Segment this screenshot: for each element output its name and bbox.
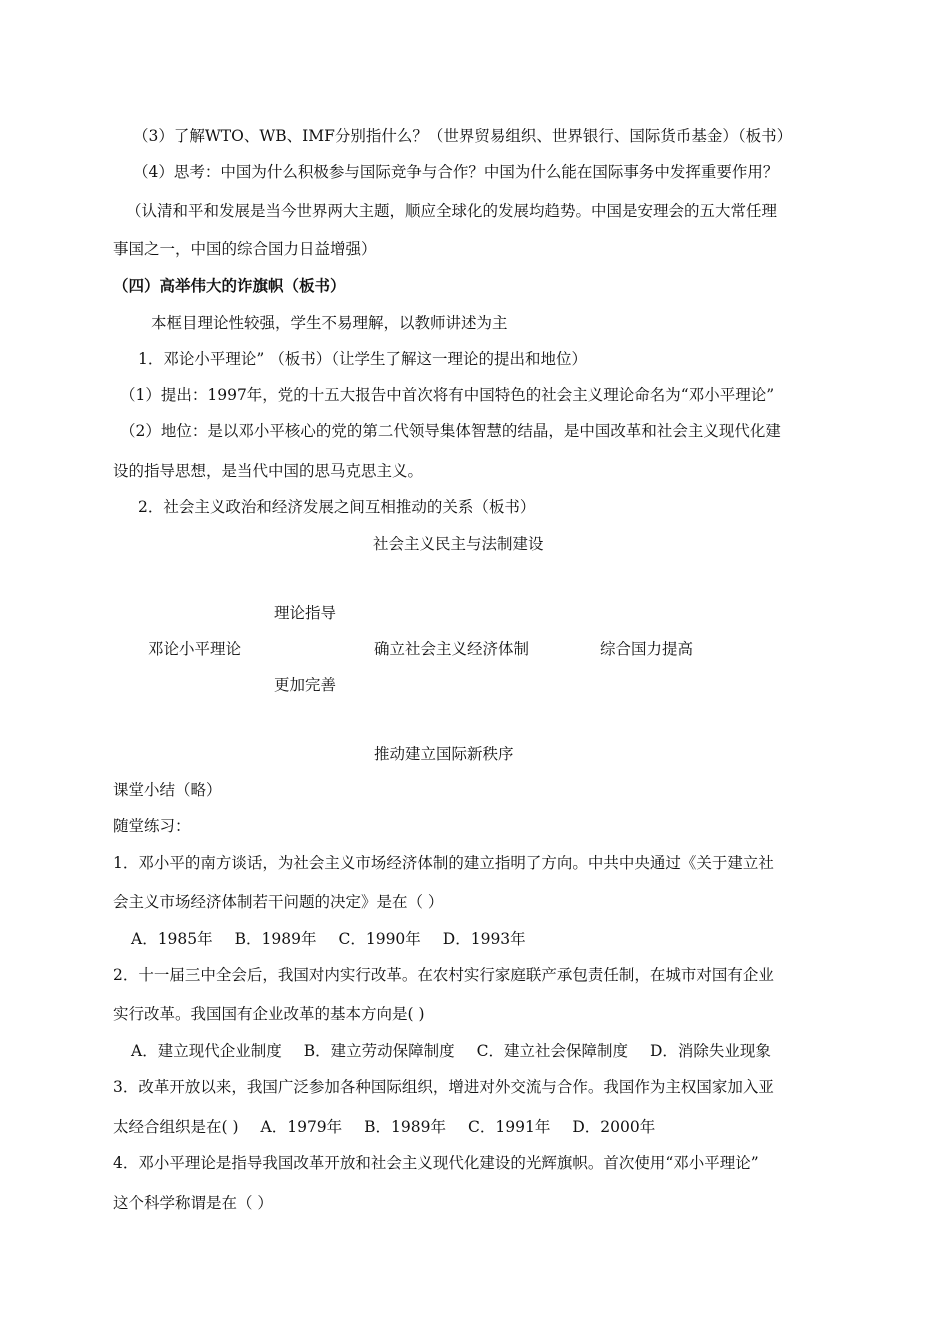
practice-q1-line-2: 会主义市场经济体制若干问题的决定》是在（ ） [113, 893, 444, 911]
diagram-right-node: 综合国力提高 [600, 640, 694, 658]
q3-option-b: B．1989年 [364, 1118, 447, 1136]
class-summary: 课堂小结（略） [113, 781, 222, 799]
diagram-top-node: 社会主义民主与法制建设 [373, 535, 544, 553]
q2-option-d: D．消除失业现象 [649, 1042, 771, 1060]
question-3-text: （3）了解WTO、WB、IMF分别指什么？（世界贸易组织、世界银行、国际货币基金）（板书） [133, 127, 793, 145]
point-1-2-line-2: 设的指导思想，是当代中国的思马克思主义。 [113, 462, 424, 480]
q1-option-b: B．1989年 [234, 930, 317, 948]
diagram-lower-label: 更加完善 [274, 676, 337, 694]
q3-option-d: D．2000年 [572, 1118, 656, 1136]
practice-q3-line-1: 3．改革开放以来，我国广泛参加各种国际组织，增进对外交流与合作。我国作为主权国家加入亚 [113, 1078, 774, 1096]
diagram-left-node: 邓论小平理论 [148, 640, 242, 658]
section-4-intro: 本框目理论性较强，学生不易理解，以教师讲述为主 [151, 314, 508, 332]
question-4-text: （4）思考：中国为什么积极参与国际竞争与合作？中国为什么能在国际事务中发挥重要作用？ [133, 163, 779, 181]
practice-q4-line-2: 这个科学称谓是在（ ） [113, 1194, 273, 1212]
q1-option-a: A．1985年 [131, 930, 213, 948]
answer-line-2: 事国之一，中国的综合国力日益增强） [113, 240, 377, 258]
practice-q1-line-1: 1．邓小平的南方谈话，为社会主义市场经济体制的建立指明了方向。中共中央通过《关于建立社 [113, 854, 774, 872]
q2-option-b: B．建立劳动保障制度 [303, 1042, 455, 1060]
practice-q1-options [131, 929, 548, 949]
answer-line-1: （认清和平和发展是当今世界两大主题，顺应全球化的发展均趋势。中国是安理会的五大常任理 [126, 202, 778, 220]
q3-option-a: A．1979年 [260, 1118, 343, 1136]
q1-option-c: C．1990年 [338, 930, 421, 948]
point-1-2-line-1: （2）地位：是以邓小平核心的党的第二代领导集体智慧的结晶，是中国改革和社会主义现代化建 [120, 422, 781, 440]
q2-option-a: A．建立现代企业制度 [131, 1042, 282, 1060]
practice-q4-line-1: 4．邓小平理论是指导我国改革开放和社会主义现代化建设的光辉旗帜。首次使用“邓小平理论” [113, 1154, 759, 1172]
practice-title: 随堂练习： [113, 817, 191, 835]
diagram-center-node: 确立社会主义经济体制 [374, 640, 530, 658]
q3-option-c: C．1991年 [468, 1118, 551, 1136]
point-2-title: 2．社会主义政治和经济发展之间互相推动的关系（板书） [138, 498, 536, 516]
practice-q2-options [131, 1041, 793, 1061]
section-4-heading: （四）高举伟大的诈旗帜（板书） [113, 276, 346, 295]
q3-stem-end: 太经合组织是在( ) [113, 1118, 239, 1136]
practice-q2-line-2: 实行改革。我国国有企业改革的基本方向是( ) [113, 1005, 425, 1023]
diagram-upper-label: 理论指导 [274, 604, 337, 622]
practice-q2-line-1: 2．十一届三中全会后，我国对内实行改革。在农村实行家庭联产承包责任制，在城市对国有企业 [113, 966, 774, 984]
practice-q3-line-2 [113, 1117, 677, 1137]
q1-option-d: D．1993年 [442, 930, 526, 948]
point-1-title: 1．邓论小平理论” （板书）（让学生了解这一理论的提出和地位） [138, 350, 587, 368]
diagram-bottom-node: 推动建立国际新秩序 [374, 745, 514, 763]
point-1-1: （1）提出：1997年，党的十五大报告中首次将有中国特色的社会主义理论命名为“邓小平理论” [120, 386, 775, 404]
q2-option-c: C．建立社会保障制度 [476, 1042, 628, 1060]
